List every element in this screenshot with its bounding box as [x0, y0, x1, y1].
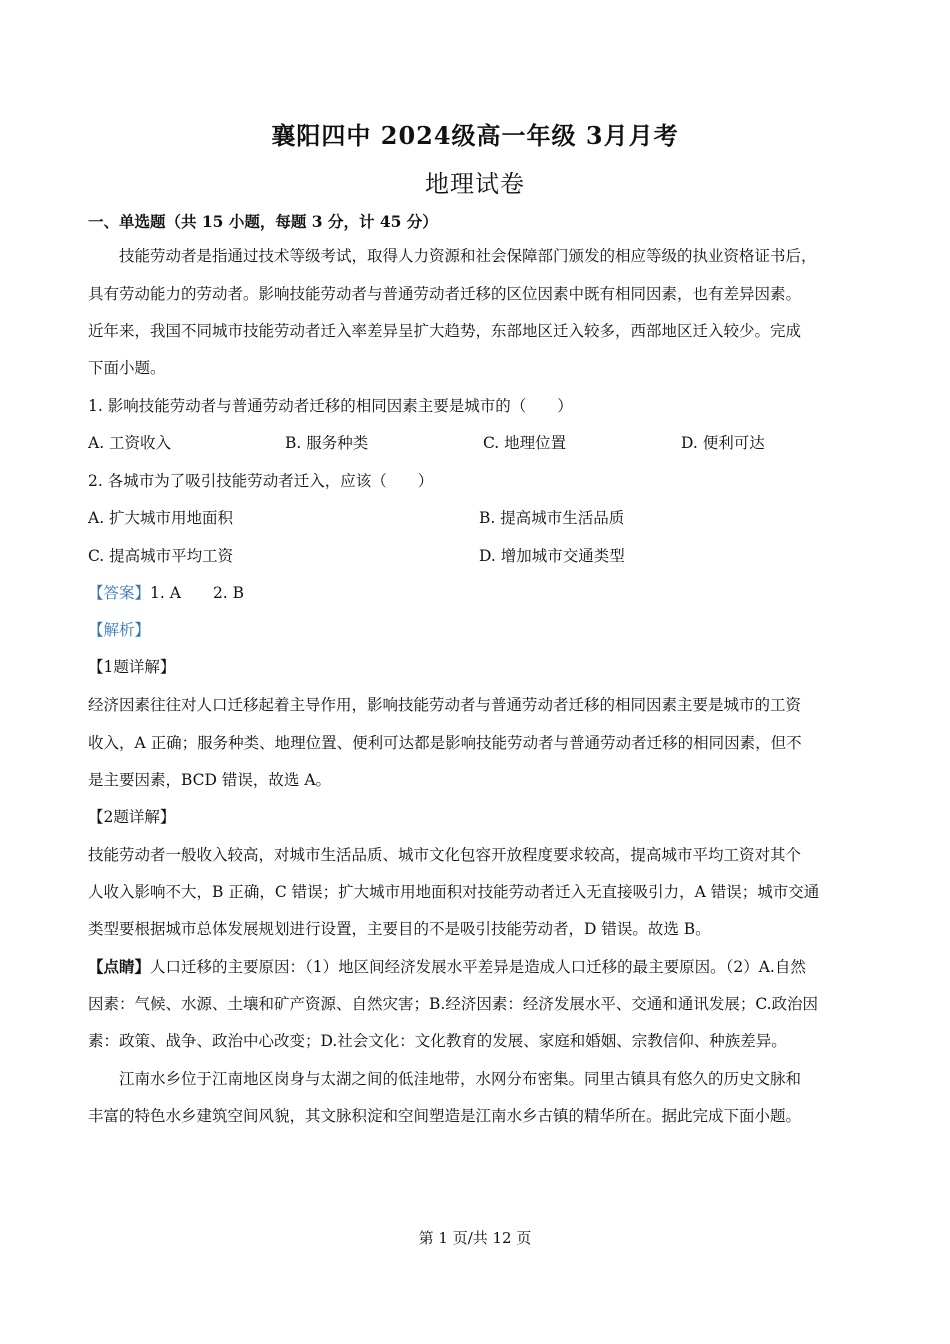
exam-subtitle: 地理试卷 — [425, 170, 525, 198]
note-text: 人口迁移的主要原因：（1）地区间经济发展水平差异是造成人口迁移的最主要原因。（2）A.自然 — [150, 958, 806, 976]
q2-option-a: A. 扩大城市用地面积 — [88, 509, 234, 527]
q2-option-c: C. 提高城市平均工资 — [88, 547, 234, 565]
detail2-line: 技能劳动者一般收入较高，对城市生活品质、城市文化包容开放程度要求较高，提高城市平均工资对其个 — [88, 846, 802, 864]
note-line — [88, 955, 868, 977]
q1-option-d: D. 便利可达 — [681, 434, 765, 452]
question-1: 1. 影响技能劳动者与普通劳动者迁移的相同因素主要是城市的（ ） — [88, 397, 573, 415]
analysis-label: 【解析】 — [88, 621, 151, 639]
page-footer: 第 1 页/共 12 页 — [418, 1229, 532, 1247]
answer-line — [88, 581, 868, 603]
detail2-heading: 【2题详解】 — [88, 808, 176, 826]
note-label: 【点睛】 — [88, 957, 151, 976]
detail2-line: 人收入影响不大，B 正确，C 错误；扩大城市用地面积对技能劳动者迁入无直接吸引力，A 错误；城市交通 — [88, 883, 820, 901]
q2-option-d: D. 增加城市交通类型 — [479, 547, 625, 565]
answer-label: 【答案】 — [88, 584, 151, 602]
passage1-line: 下面小题。 — [88, 359, 166, 377]
exam-title: 襄阳四中 2024级高一年级 3月月考 — [271, 121, 679, 150]
q2-option-b: B. 提高城市生活品质 — [479, 509, 625, 527]
detail1-line: 收入，A 正确；服务种类、地理位置、便利可达都是影响技能劳动者与普通劳动者迁移的相同因素，但不 — [88, 734, 802, 752]
answer-2: 2. B — [212, 584, 245, 602]
detail2-line: 类型要根据城市总体发展规划进行设置，主要目的不是吸引技能劳动者，D 错误。故选 B。 — [88, 920, 711, 938]
passage1-line: 具有劳动能力的劳动者。影响技能劳动者与普通劳动者迁移的区位因素中既有相同因素，也有差异因素。 — [88, 285, 802, 303]
q1-option-c: C. 地理位置 — [483, 434, 567, 452]
answer-1: 1. A — [150, 584, 181, 602]
q1-option-a: A. 工资收入 — [88, 434, 172, 452]
detail1-line: 是主要因素，BCD 错误，故选 A。 — [88, 771, 332, 789]
note-line: 因素：气候、水源、土壤和矿产资源、自然灾害；B.经济因素：经济发展水平、交通和通讯发展；C.政治因 — [88, 995, 819, 1013]
q1-option-b: B. 服务种类 — [285, 434, 369, 452]
passage2-line: 江南水乡位于江南地区岗身与太湖之间的低洼地带，水网分布密集。同里古镇具有悠久的历史文脉和 — [119, 1070, 802, 1088]
note-line: 素：政策、战争、政治中心改变；D.社会文化：文化教育的发展、家庭和婚姻、宗教信仰、种族差异。 — [88, 1032, 787, 1050]
section-heading: 一、单选题（共 15 小题，每题 3 分，计 45 分） — [88, 212, 438, 231]
passage1-line: 近年来，我国不同城市技能劳动者迁入率差异呈扩大趋势，东部地区迁入较多，西部地区迁入较少。完成 — [88, 322, 802, 340]
question-2: 2. 各城市为了吸引技能劳动者迁入，应该（ ） — [88, 472, 434, 490]
passage1-line: 技能劳动者是指通过技术等级考试，取得人力资源和社会保障部门颁发的相应等级的执业资格证书后， — [119, 247, 817, 265]
detail1-line: 经济因素往往对人口迁移起着主导作用，影响技能劳动者与普通劳动者迁移的相同因素主要是城市的工资 — [88, 696, 802, 714]
detail1-heading: 【1题详解】 — [88, 658, 176, 676]
passage2-line: 丰富的特色水乡建筑空间风貌，其文脉积淀和空间塑造是江南水乡古镇的精华所在。据此完成下面小题。 — [88, 1107, 802, 1125]
